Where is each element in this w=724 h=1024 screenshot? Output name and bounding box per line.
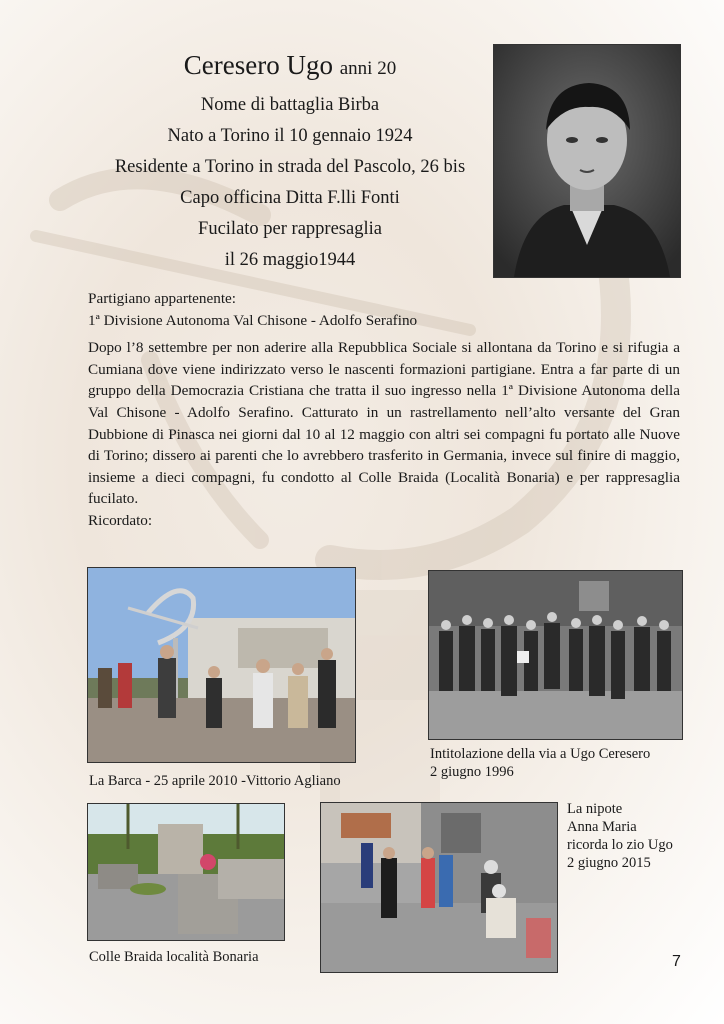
photo-colle-braida (87, 803, 285, 941)
photo-niece-ceremony (320, 802, 558, 973)
unit-block (88, 288, 680, 331)
unit-name: 1ª Divisione Autonoma Val Chisone - Adolfo Serafino (88, 311, 418, 329)
caption-niece-line1: La nipote (567, 801, 623, 817)
biography-text (88, 288, 680, 532)
photo-la-barca (87, 567, 356, 763)
caption-niece-line4: 2 giugno 2015 (567, 855, 651, 871)
caption-street-line1: Intitolazione della via a Ugo Ceresero (430, 746, 651, 762)
caption-niece-line2: Anna Maria (567, 819, 637, 835)
birth-info: Nato a Torino il 10 gennaio 1924 (167, 126, 413, 146)
photo-street-naming (428, 570, 683, 740)
portrait-photo (493, 44, 681, 278)
unit-label: Partigiano appartenente: (88, 290, 237, 307)
person-name-line (70, 48, 510, 86)
fate-info: Fucilato per rappresaglia (198, 219, 382, 239)
caption-street-naming (430, 745, 690, 781)
residence-info: Residente a Torino in strada del Pascolo, 26 bis (114, 157, 466, 177)
caption-niece-line3: ricorda lo zio Ugo (567, 837, 673, 853)
fate-date: il 26 maggio1944 (224, 250, 356, 270)
battle-name: Nome di battaglia Birba (200, 95, 380, 115)
caption-colle-braida: Colle Braida località Bonaria (89, 949, 259, 965)
remembered-label: Ricordato: (88, 511, 153, 529)
person-age: anni 20 (339, 58, 397, 79)
story-paragraph: Dopo l’8 settembre per non aderire alla Repubblica Sociale si allontana da Torino e si rifugia a Cumiana dove viene indirizzato verso le nascenti formazioni partigiane. Entra a far parte di un gruppo della Democrazia Cristiana che tratta il suo ingresso nella 1ª Divisione Autonoma della Val Chisone - Adolfo Serafino. Catturato in un rastrellamento nell’alto versante del Gran Dubbione di Pinasca nei giorni dal 10 al 12 maggio con altri sei compagni fu portato alle Nuove di Torino; dissero ai parenti che lo avrebbero trasferito in Germania, invece sul finire di maggio, insieme a dieci compagni, fu condotto al Colle Braida (Località Bonaria) e per rappresaglia fucilato. (88, 339, 680, 508)
identity-header (70, 48, 510, 276)
job-info: Capo officina Ditta F.lli Fonti (180, 188, 400, 208)
page-number: 7 (672, 953, 681, 970)
caption-street-line2: 2 giugno 1996 (430, 764, 514, 780)
caption-la-barca: La Barca - 25 aprile 2010 -Vittorio Agliano (89, 773, 341, 789)
caption-niece (567, 800, 717, 872)
person-name: Ceresero Ugo (183, 50, 333, 80)
